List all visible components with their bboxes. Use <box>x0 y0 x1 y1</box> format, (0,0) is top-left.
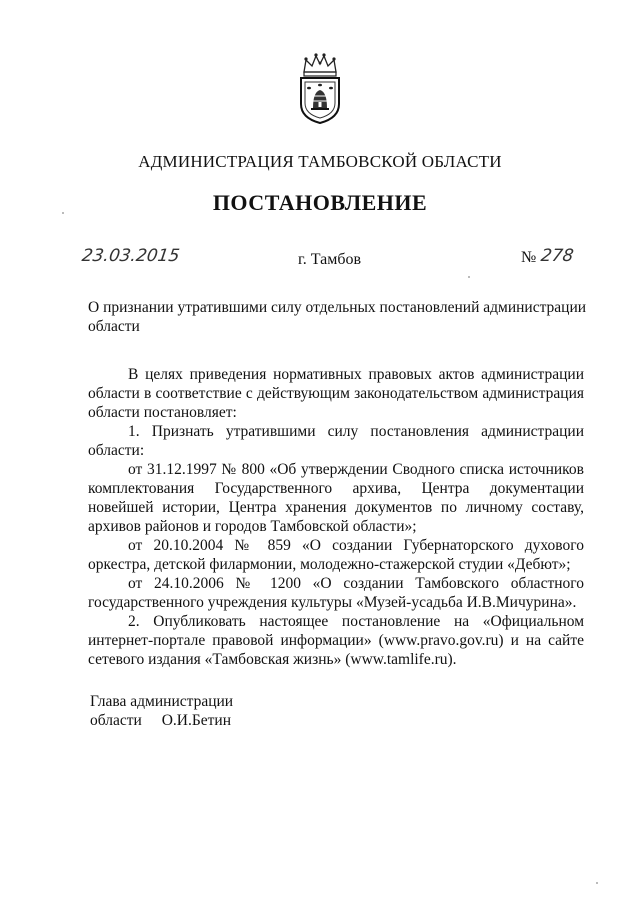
signature-block <box>90 692 233 730</box>
signatory-name: О.И.Бетин <box>161 712 231 729</box>
scan-speck <box>62 212 64 214</box>
scan-speck <box>596 882 598 884</box>
body-paragraph: 1. Признать утратившими силу постановления администрации области: <box>88 423 584 459</box>
organization-name: АДМИНИСТРАЦИЯ ТАМБОВСКОЙ ОБЛАСТИ <box>138 152 502 171</box>
document-type-title: ПОСТАНОВЛЕНИЕ <box>212 190 428 215</box>
scan-speck <box>468 276 470 278</box>
tambov-coat-of-arms-icon <box>296 52 344 124</box>
body-paragraph: от 31.12.1997 № 800 «Об утверждении Сводного списка источников комплектования Государственного архива, Центра документации новейшей истории, Центра хранения документов по личному составу, архивов районов и городов Тамбовской области»; <box>88 461 584 535</box>
signature-row <box>90 711 233 730</box>
document-body <box>88 365 584 669</box>
city-label: г. Тамбов <box>298 251 362 268</box>
handwritten-date: 23.03.2015 <box>80 246 181 266</box>
body-paragraph: В целях приведения нормативных правовых актов администрации области в соответствие с действующим законодательством администрация области постановляет: <box>88 366 584 421</box>
signature-title-suffix: области <box>90 712 142 729</box>
signature-title: Глава администрации <box>90 693 234 710</box>
body-paragraph: от 20.10.2004 № 859 «О создании Губернаторского духового оркестра, детской филармонии, молодежно-стажерской студии «Дебют»; <box>88 537 584 573</box>
number-sign: № <box>521 249 537 266</box>
document-subject: О признании утратившими силу отдельных постановлений администрации области <box>88 299 587 335</box>
body-paragraph: 2. Опубликовать настоящее постановление на «Официальном интернет-портале правовой информации» (www.pravo.gov.ru) и на сайте сетевого издания «Тамбовская жизнь» (www.tamlife.ru). <box>88 613 584 668</box>
handwritten-document-number: 278 <box>539 246 575 266</box>
body-paragraph: от 24.10.2006 № 1200 «О создании Тамбовского областного государственного учреждения культуры «Музей-усадьба И.В.Мичурина». <box>88 575 584 611</box>
